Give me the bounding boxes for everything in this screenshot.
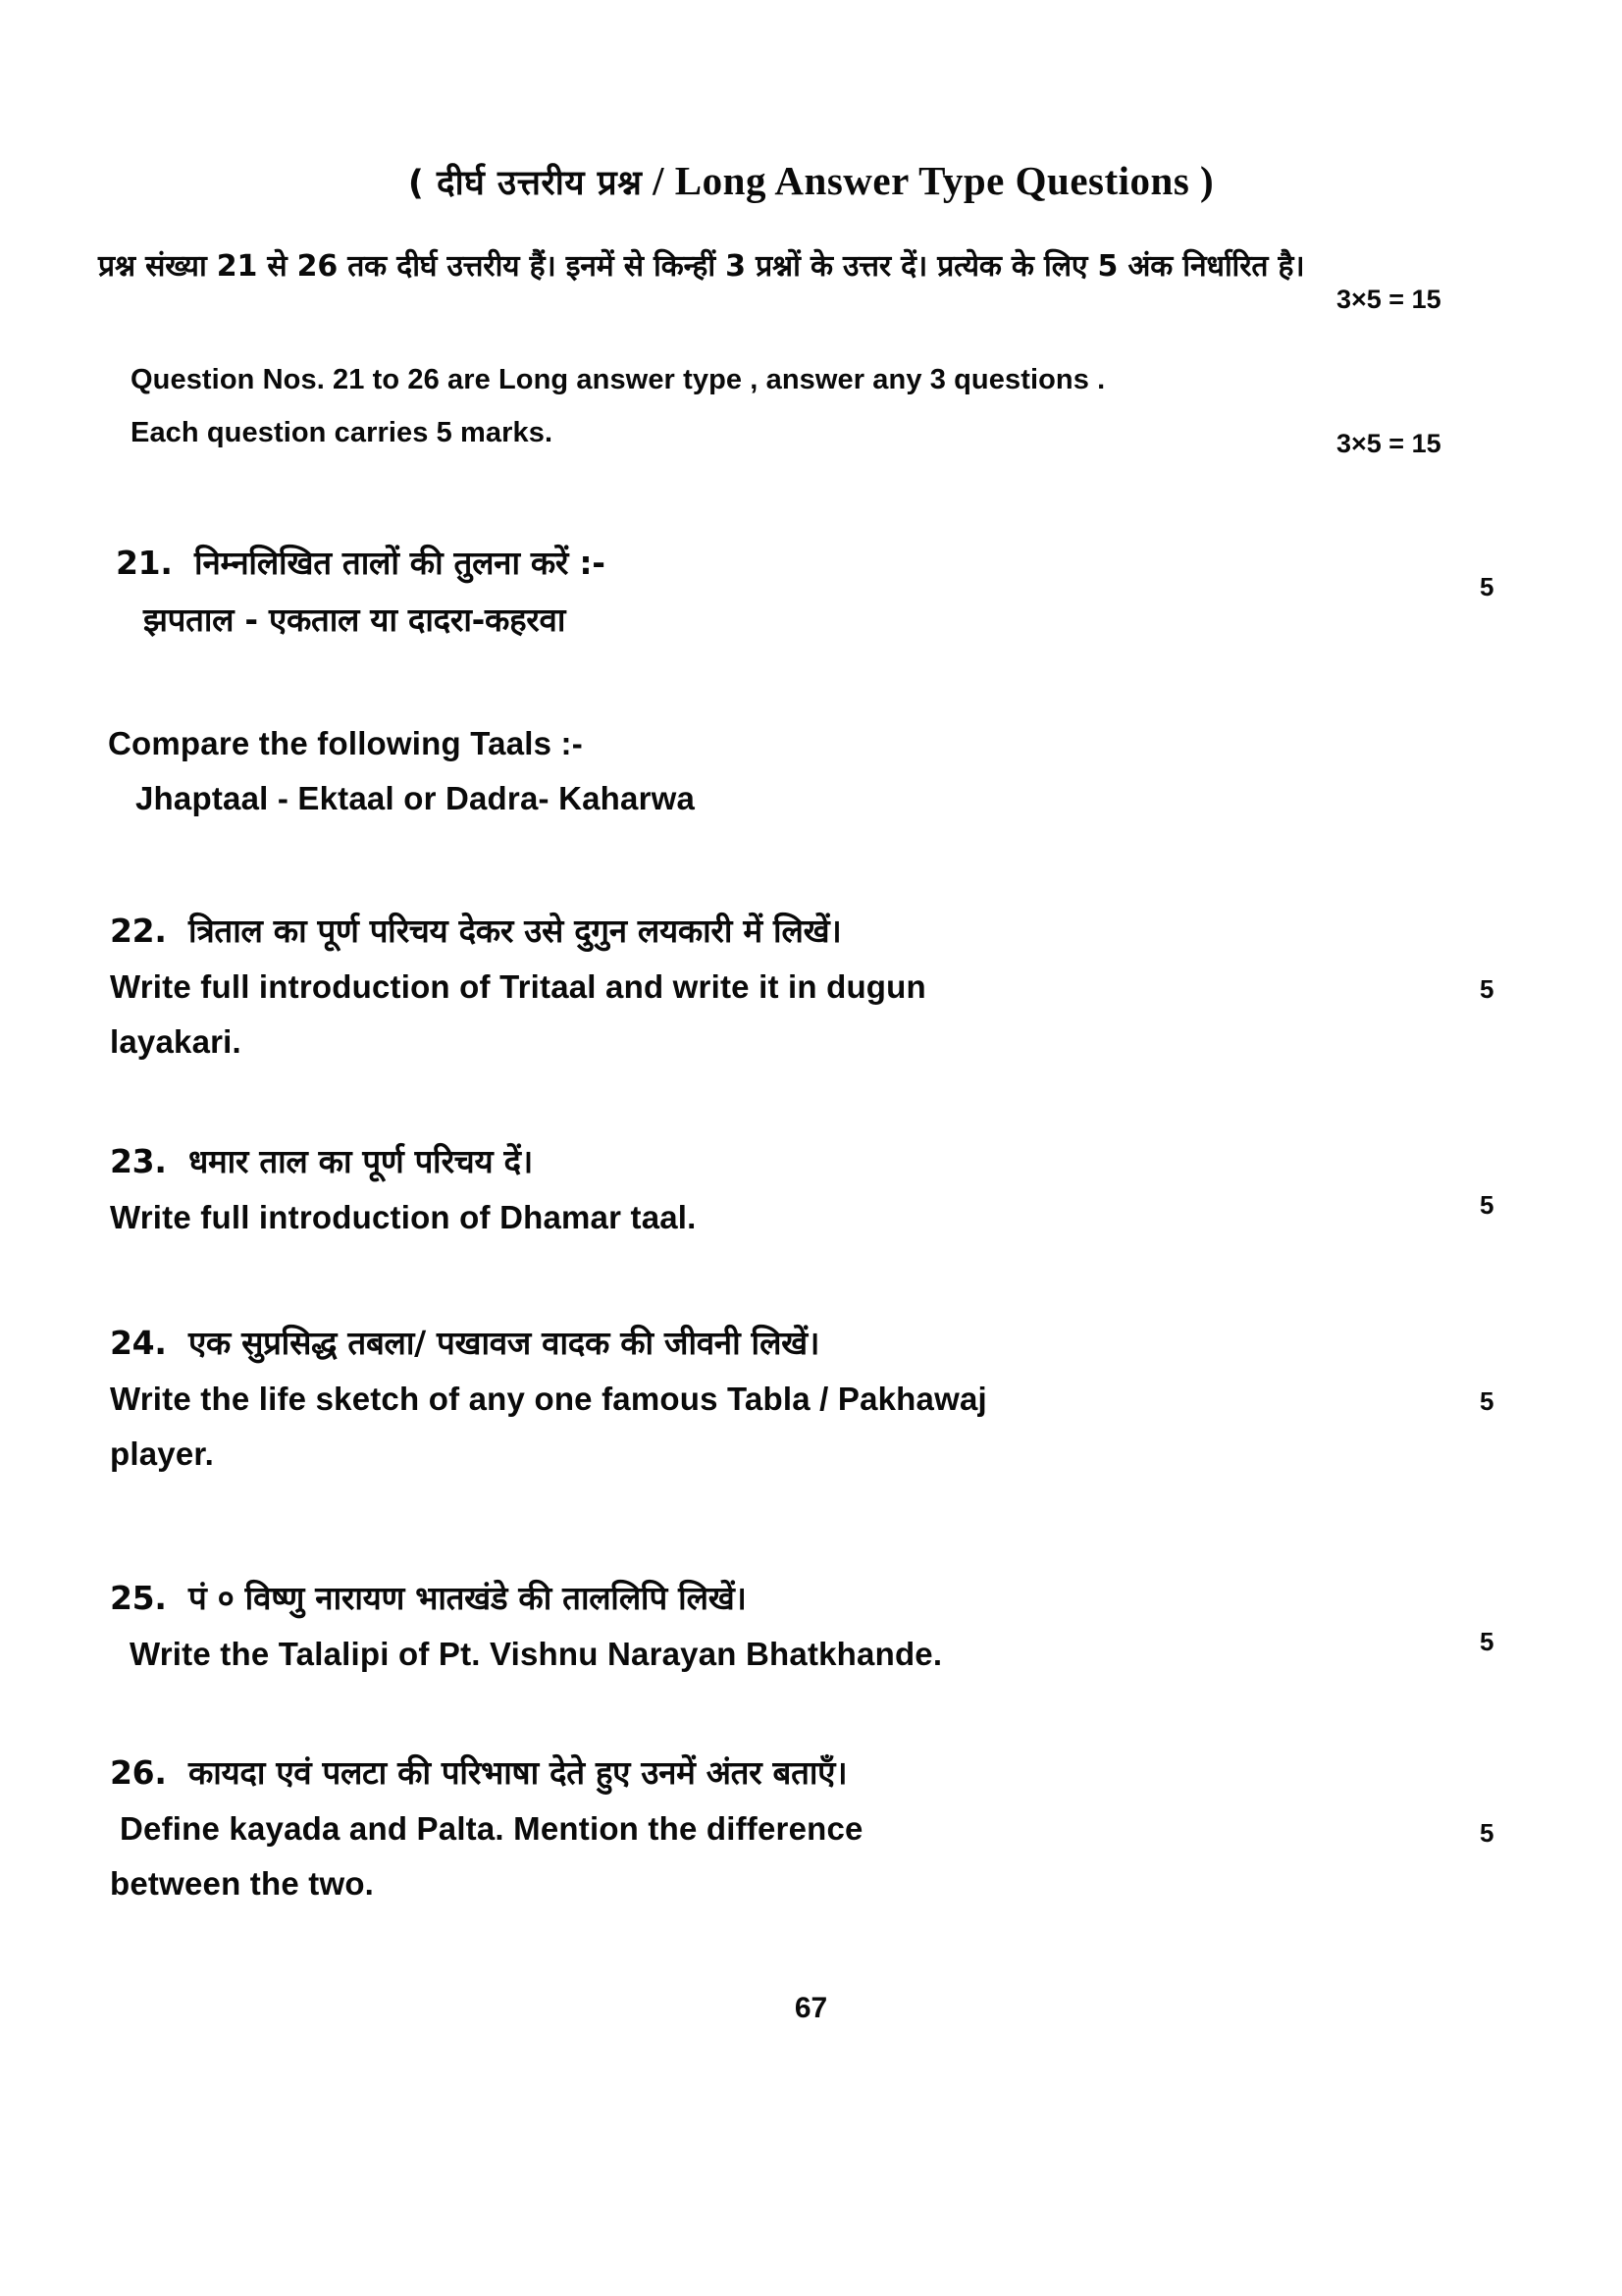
- question-24-hindi-line-1: [110, 1315, 1356, 1372]
- instructions-marks-english: 3×5 = 15: [1336, 429, 1441, 458]
- question-22-number: 22.: [110, 912, 167, 950]
- question-23-hindi-text-1: धमार ताल का पूर्ण परिचय दें।: [187, 1142, 533, 1180]
- question-23: [110, 1133, 1317, 1245]
- question-26-hindi-line-1: [110, 1745, 1356, 1801]
- question-25-english-line-1: Write the Talalipi of Pt. Vishnu Narayan Bhatkhande.: [130, 1636, 943, 1672]
- question-26-hindi-text-1: कायदा एवं पलटा की परिभाषा देते हुए उनमें अंतर बताएँ।: [187, 1753, 848, 1792]
- question-25-hindi-line-1: [110, 1570, 1356, 1627]
- question-22-hindi-line-1: [110, 903, 1317, 960]
- instructions-hindi: प्रश्न संख्या 21 से 26 तक दीर्घ उत्तरीय हैं। इनमें से किन्हीं 3 प्रश्नों के उत्तर दें। प्रत्येक के लिए 5 अंक निर्धारित है।: [98, 249, 1305, 284]
- question-21-english-line-1: Compare the following Taals :-: [108, 725, 583, 761]
- question-22-english-line-1: Write full introduction of Tritaal and write it in dugun: [110, 968, 926, 1005]
- question-26: [110, 1745, 1356, 1911]
- page-title: [0, 157, 1622, 205]
- question-23-number: 23.: [110, 1142, 167, 1180]
- instructions-english: [131, 353, 1406, 459]
- question-25-marks: 5: [1480, 1627, 1494, 1656]
- question-23-marks: 5: [1480, 1190, 1494, 1220]
- question-21-hindi-line-1: [116, 535, 1274, 592]
- question-24: [110, 1315, 1356, 1482]
- instructions-marks-hindi: 3×5 = 15: [1336, 285, 1441, 314]
- question-22-english-line-2: layakari.: [110, 1023, 241, 1060]
- question-21-marks: 5: [1480, 572, 1494, 601]
- question-24-marks: 5: [1480, 1386, 1494, 1416]
- question-24-english-line-1: Write the life sketch of any one famous Tabla / Pakhawaj: [110, 1381, 987, 1417]
- page-title-hindi: ( दीर्घ उत्तरीय प्रश्न: [407, 164, 643, 203]
- question-21-hindi-text-1: निम्नलिखित तालों की तुलना करें :-: [193, 544, 605, 582]
- question-26-english-line-2: between the two.: [110, 1865, 375, 1902]
- question-21-english: [108, 716, 1266, 826]
- instructions-english-line-2: Each question carries 5 marks.: [131, 417, 553, 448]
- question-21-english-line-2: Jhaptaal - Ektaal or Dadra- Kaharwa: [135, 780, 696, 816]
- page-title-english: / Long Answer Type Questions ): [653, 158, 1215, 203]
- question-22-hindi-text-1: त्रिताल का पूर्ण परिचय देकर उसे दुगुन लयकारी में लिखें।: [187, 912, 842, 950]
- page-number: 67: [794, 1992, 828, 2024]
- instructions-english-line-1: Question Nos. 21 to 26 are Long answer type , answer any 3 questions .: [131, 364, 1106, 395]
- question-25-number: 25.: [110, 1579, 167, 1617]
- question-25-hindi-text-1: पं ० विष्णु नारायण भातखंडे की ताललिपि लिखें।: [187, 1579, 747, 1617]
- question-21-number: 21.: [116, 544, 173, 582]
- question-26-marks: 5: [1480, 1818, 1494, 1848]
- question-23-hindi-line-1: [110, 1133, 1317, 1190]
- question-23-english-line-1: Write full introduction of Dhamar taal.: [110, 1199, 697, 1235]
- question-24-hindi-text-1: एक सुप्रसिद्ध तबला/ पखावज वादक की जीवनी लिखें।: [187, 1324, 820, 1362]
- question-21-hindi-line-2: झपताल - एकताल या दादरा-कहरवा: [143, 600, 566, 639]
- question-24-english-line-2: player.: [110, 1435, 214, 1472]
- question-21: [116, 535, 1274, 649]
- question-24-number: 24.: [110, 1324, 167, 1362]
- question-25: [110, 1570, 1356, 1682]
- question-26-number: 26.: [110, 1753, 167, 1792]
- question-22: [110, 903, 1317, 1070]
- question-22-marks: 5: [1480, 974, 1494, 1004]
- question-26-english-line-1: Define kayada and Palta. Mention the difference: [120, 1810, 863, 1847]
